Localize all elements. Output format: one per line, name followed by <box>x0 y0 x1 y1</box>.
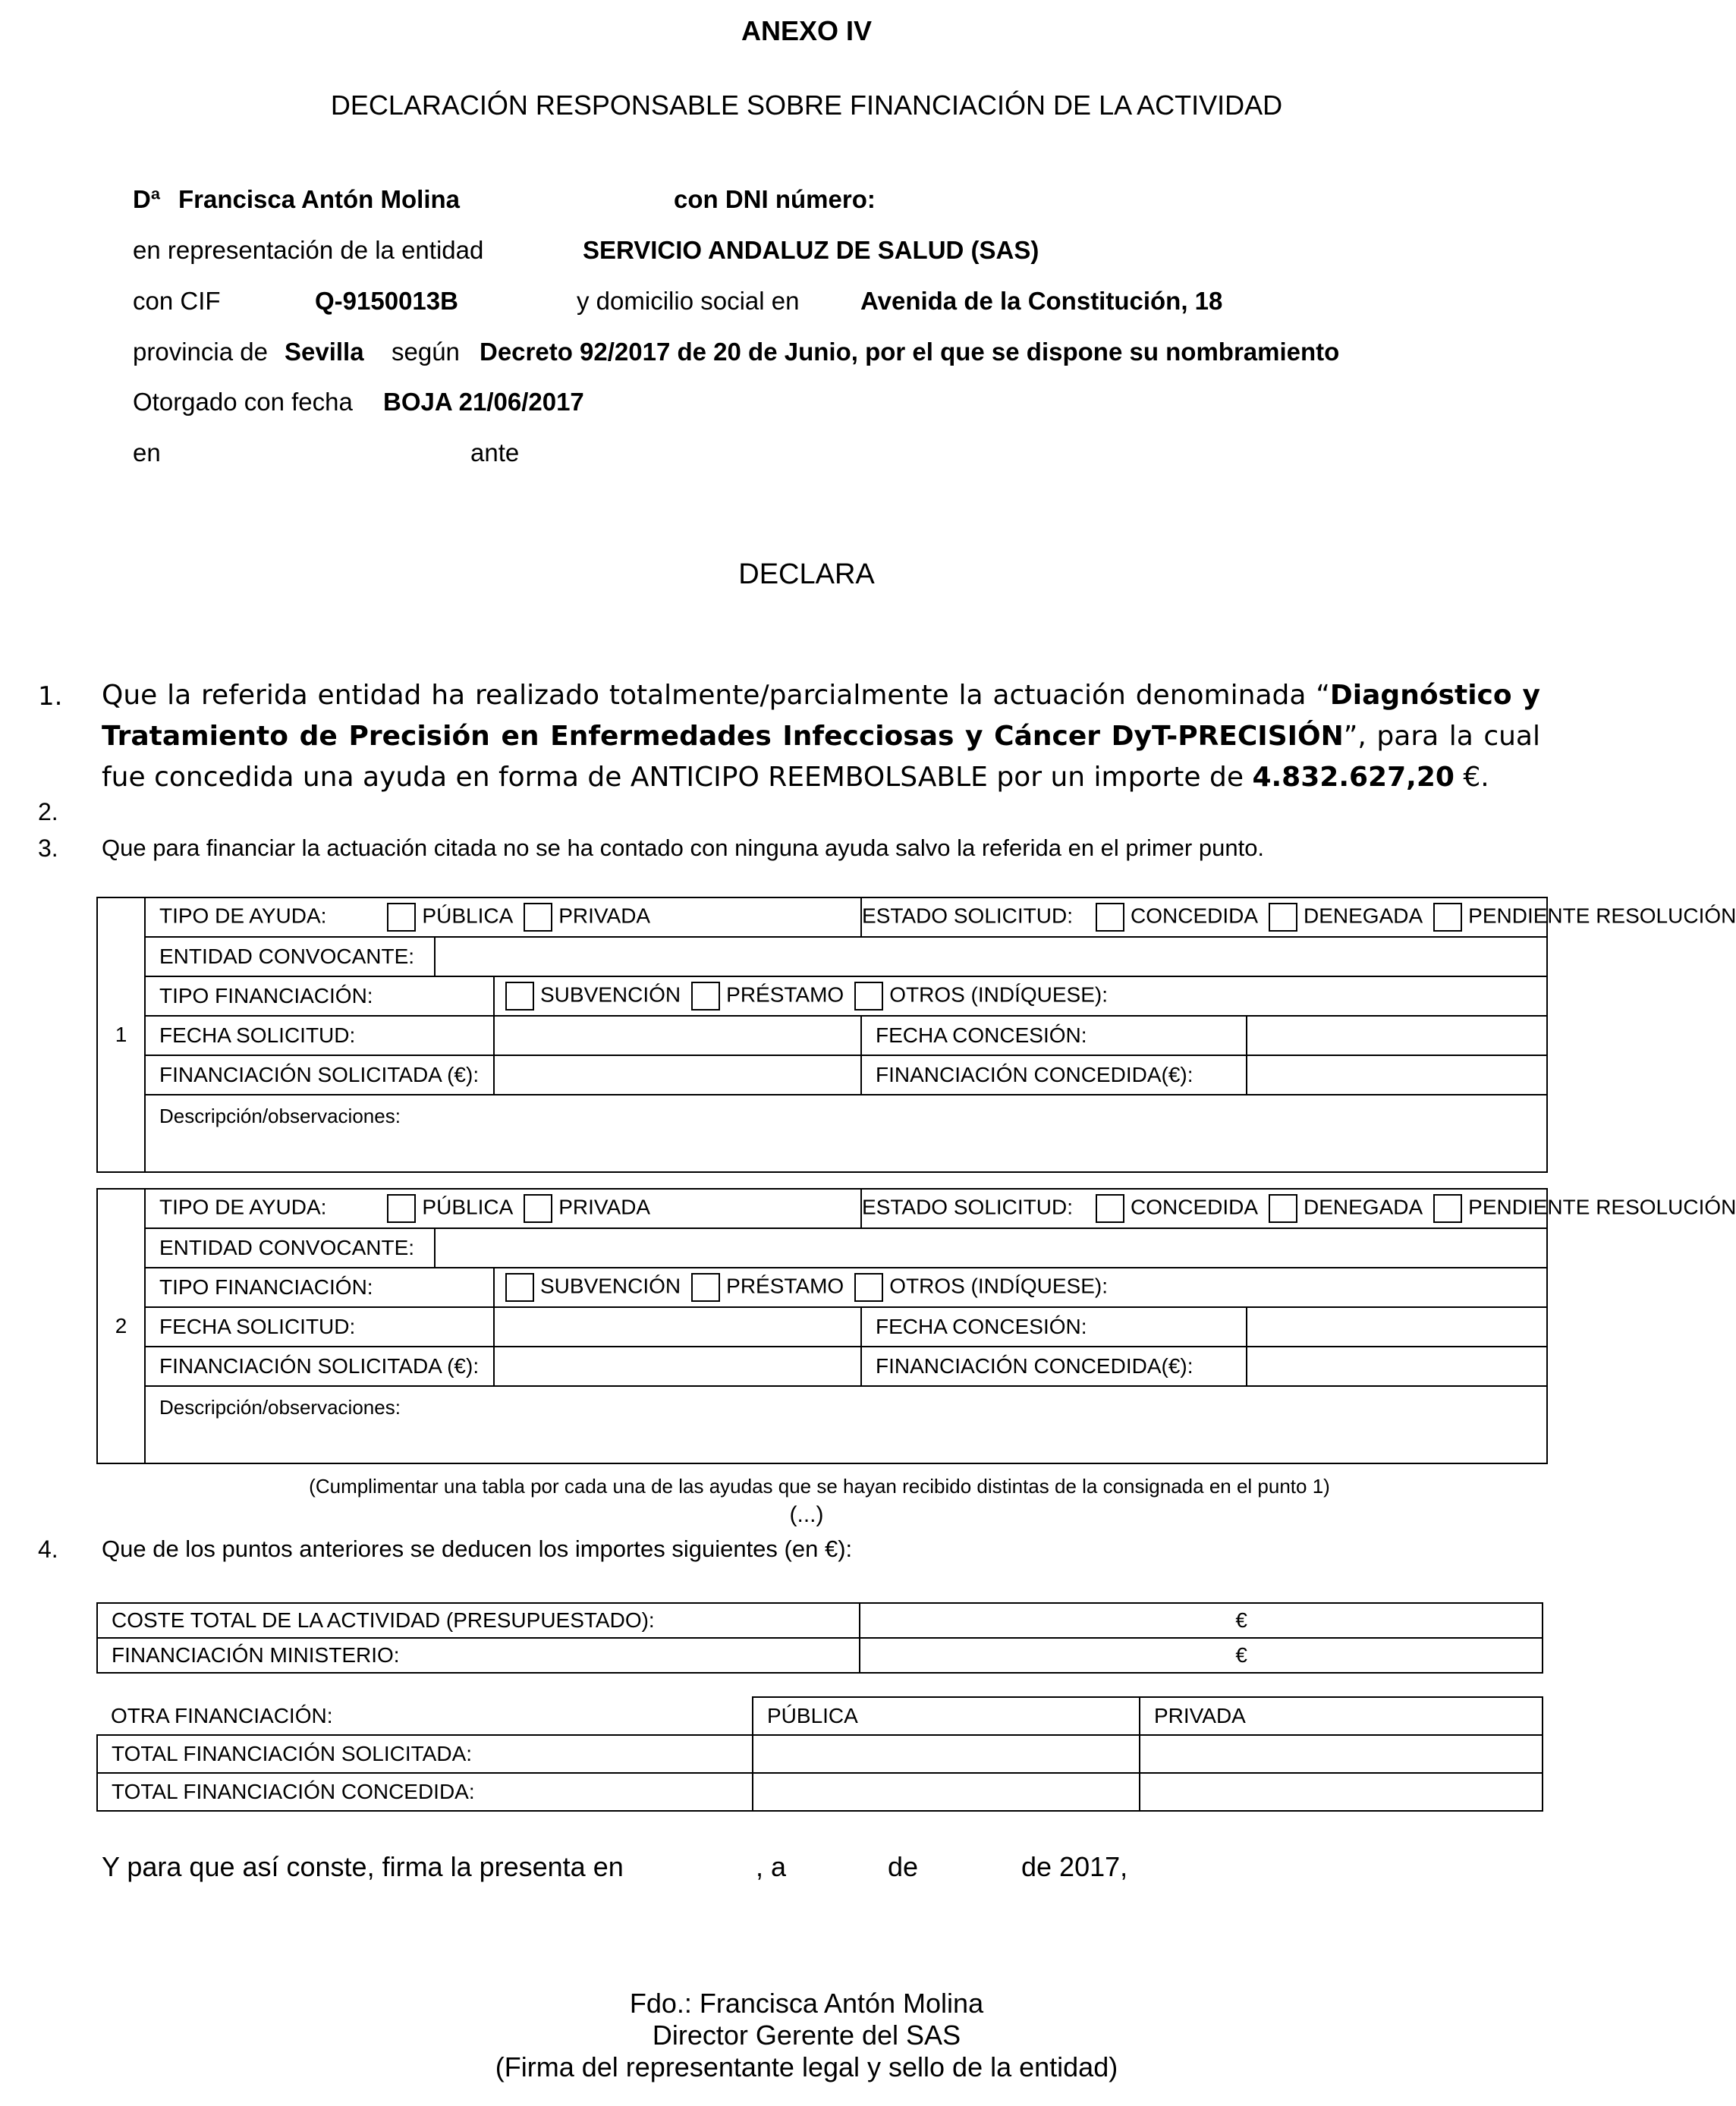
point-1-intro: Que la referida entidad ha realizado totalmente/parcialmente la actuación denominada “ <box>102 680 1330 711</box>
privada-checkbox[interactable] <box>524 1194 552 1223</box>
denegada-checkbox[interactable] <box>1269 903 1297 932</box>
otra-financiacion-label: OTRA FINANCIACIÓN: <box>97 1697 753 1735</box>
point-1-text <box>102 675 1540 798</box>
en-label: en <box>133 438 161 467</box>
denegada-label: DENEGADA <box>1304 904 1423 928</box>
tipo-ayuda-label: TIPO DE AYUDA: <box>159 904 327 928</box>
financiacion-concedida-label: FINANCIACIÓN CONCEDIDA(€): <box>861 1347 1247 1386</box>
ante-label: ante <box>470 438 520 467</box>
entidad-convocante-field[interactable] <box>435 937 1547 976</box>
estado-row <box>861 1189 1736 1228</box>
project-title: Diagnóstico y Tratamiento de Precisión en Enfermedades Infecciosas y Cáncer DyT-PRECISIÓN <box>102 680 1540 752</box>
descripcion-label: Descripción/observaciones: <box>159 1105 401 1127</box>
aid-table-2 <box>96 1188 1736 1464</box>
denegada-checkbox[interactable] <box>1269 1194 1297 1223</box>
advance-amount: 4.832.627,20 <box>1252 762 1455 793</box>
entidad-label: en representación de la entidad <box>133 236 484 264</box>
denegada-label: DENEGADA <box>1304 1195 1423 1219</box>
provincia-value: Sevilla <box>285 338 364 366</box>
financiacion-concedida-label: FINANCIACIÓN CONCEDIDA(€): <box>861 1055 1247 1095</box>
entidad-convocante-field[interactable] <box>435 1228 1547 1268</box>
otra-privada-header: PRIVADA <box>1140 1697 1543 1735</box>
prestamo-checkbox[interactable] <box>691 1273 720 1302</box>
aid-table-index: 1 <box>97 897 145 1172</box>
fecha-concesion-label: FECHA CONCESIÓN: <box>861 1307 1247 1347</box>
aid-table-index: 2 <box>97 1189 145 1463</box>
entidad-convocante-label: ENTIDAD CONVOCANTE: <box>145 937 435 976</box>
financiacion-solicitada-field[interactable] <box>494 1347 861 1386</box>
fecha-solicitud-field[interactable] <box>494 1016 861 1055</box>
financiacion-concedida-field[interactable] <box>1247 1055 1547 1095</box>
publica-label: PÚBLICA <box>422 904 514 928</box>
cif-value: Q-9150013B <box>315 287 458 315</box>
fecha-concesion-field[interactable] <box>1247 1016 1547 1055</box>
financiacion-solicitada-label: FINANCIACIÓN SOLICITADA (€): <box>145 1055 494 1095</box>
signature-note: (Firma del representante legal y sello de la entidad) <box>495 2051 1118 2082</box>
total-concedida-label: TOTAL FINANCIACIÓN CONCEDIDA: <box>97 1773 753 1811</box>
tipo-ayuda-row <box>145 897 861 937</box>
signature-name: Fdo.: Francisca Antón Molina <box>629 1988 984 2019</box>
total-concedida-privada-field[interactable] <box>1140 1773 1543 1811</box>
descripcion-field[interactable] <box>145 1095 1547 1172</box>
publica-label: PÚBLICA <box>422 1195 514 1219</box>
descripcion-label: Descripción/observaciones: <box>159 1396 401 1419</box>
otros-checkbox[interactable] <box>854 982 883 1011</box>
annex-title: ANEXO IV <box>741 15 873 46</box>
segun-value: Decreto 92/2017 de 20 de Junio, por el que se dispone su nombramiento <box>480 338 1340 366</box>
otra-publica-header: PÚBLICA <box>753 1697 1140 1735</box>
otra-financiacion-table <box>96 1696 1543 1812</box>
concedida-checkbox[interactable] <box>1096 903 1124 932</box>
point-2-number: 2. <box>38 798 58 825</box>
point-1-number: 1. <box>38 681 63 712</box>
total-concedida-publica-field[interactable] <box>753 1773 1140 1811</box>
prestamo-label: PRÉSTAMO <box>726 1274 844 1298</box>
tipo-financiacion-options <box>494 976 1547 1016</box>
provincia-label: provincia de <box>133 338 268 366</box>
tipo-ayuda-label: TIPO DE AYUDA: <box>159 1195 327 1219</box>
fecha-solicitud-field[interactable] <box>494 1307 861 1347</box>
pendiente-label: PENDIENTE RESOLUCIÓN <box>1468 1195 1736 1219</box>
signature-role: Director Gerente del SAS <box>652 2020 961 2051</box>
ellipsis: (...) <box>789 1502 824 1527</box>
pendiente-checkbox[interactable] <box>1433 903 1462 932</box>
otros-label: OTROS (INDÍQUESE): <box>889 1274 1109 1298</box>
fecha-solicitud-label: FECHA SOLICITUD: <box>145 1016 494 1055</box>
document-title: DECLARACIÓN RESPONSABLE SOBRE FINANCIACIÓN DE LA ACTIVIDAD <box>330 90 1283 121</box>
publica-checkbox[interactable] <box>387 1194 416 1223</box>
privada-label: PRIVADA <box>558 904 651 928</box>
coste-total-label: COSTE TOTAL DE LA ACTIVIDAD (PRESUPUESTADO): <box>97 1603 860 1638</box>
financiacion-solicitada-label: FINANCIACIÓN SOLICITADA (€): <box>145 1347 494 1386</box>
descripcion-field[interactable] <box>145 1386 1547 1463</box>
prestamo-label: PRÉSTAMO <box>726 982 844 1007</box>
estado-label: ESTADO SOLICITUD: <box>862 904 1073 928</box>
subvencion-checkbox[interactable] <box>505 1273 534 1302</box>
tipo-ayuda-row <box>145 1189 861 1228</box>
total-solicitada-privada-field[interactable] <box>1140 1735 1543 1773</box>
domicilio-label: y domicilio social en <box>577 287 800 315</box>
total-solicitada-label: TOTAL FINANCIACIÓN SOLICITADA: <box>97 1735 753 1773</box>
closing-a: , a <box>756 1851 787 1882</box>
otorgado-value: BOJA 21/06/2017 <box>383 388 584 416</box>
coste-total-field[interactable] <box>860 1603 1543 1638</box>
publica-checkbox[interactable] <box>387 903 416 932</box>
domicilio-value: Avenida de la Constitución, 18 <box>860 287 1223 315</box>
point-4-text: Que de los puntos anteriores se deducen los importes siguientes (en €): <box>102 1535 853 1562</box>
entidad-value: SERVICIO ANDALUZ DE SALUD (SAS) <box>583 236 1039 264</box>
financiacion-ministerio-label: FINANCIACIÓN MINISTERIO: <box>97 1638 860 1673</box>
concedida-label: CONCEDIDA <box>1131 1195 1259 1219</box>
tipo-financiacion-label: TIPO FINANCIACIÓN: <box>145 976 494 1016</box>
pendiente-label: PENDIENTE RESOLUCIÓN <box>1468 904 1736 928</box>
estado-row <box>861 897 1736 937</box>
table-note: (Cumplimentar una tabla por cada una de las ayudas que se hayan recibido distintas de la consignada en el punto 1) <box>309 1475 1330 1498</box>
pendiente-checkbox[interactable] <box>1433 1194 1462 1223</box>
privada-checkbox[interactable] <box>524 903 552 932</box>
concedida-checkbox[interactable] <box>1096 1194 1124 1223</box>
point-3-number: 3. <box>38 835 58 862</box>
subvencion-label: SUBVENCIÓN <box>540 1274 681 1298</box>
closing-firma: Y para que así conste, firma la presenta en <box>102 1851 624 1882</box>
tipo-financiacion-options <box>494 1268 1547 1307</box>
concedida-label: CONCEDIDA <box>1131 904 1259 928</box>
name-prefix: Dª <box>133 185 161 213</box>
declara-heading: DECLARA <box>738 558 875 590</box>
fecha-concesion-label: FECHA CONCESIÓN: <box>861 1016 1247 1055</box>
privada-label: PRIVADA <box>558 1195 651 1219</box>
euro-symbol: € <box>1235 1643 1247 1667</box>
euro-symbol: € <box>1235 1608 1247 1632</box>
closing-de-2: de 2017, <box>1021 1851 1128 1882</box>
total-solicitada-publica-field[interactable] <box>753 1735 1140 1773</box>
financiacion-ministerio-field[interactable] <box>860 1638 1543 1673</box>
dni-label: con DNI número: <box>674 185 876 213</box>
otros-checkbox[interactable] <box>854 1273 883 1302</box>
estado-label: ESTADO SOLICITUD: <box>862 1195 1073 1219</box>
fecha-concesion-field[interactable] <box>1247 1307 1547 1347</box>
point-4-number: 4. <box>38 1535 58 1563</box>
totals-table <box>96 1602 1543 1674</box>
financiacion-concedida-field[interactable] <box>1247 1347 1547 1386</box>
financiacion-solicitada-field[interactable] <box>494 1055 861 1095</box>
entidad-convocante-label: ENTIDAD CONVOCANTE: <box>145 1228 435 1268</box>
cif-label: con CIF <box>133 287 221 315</box>
tipo-financiacion-label: TIPO FINANCIACIÓN: <box>145 1268 494 1307</box>
subvencion-checkbox[interactable] <box>505 982 534 1011</box>
fecha-solicitud-label: FECHA SOLICITUD: <box>145 1307 494 1347</box>
point-3-text: Que para financiar la actuación citada no se ha contado con ninguna ayuda salvo la referida en el primer punto. <box>102 835 1265 861</box>
point-1-middle: ”, para la cual fue concedida una ayuda en forma de ANTICIPO REEMBOLSABLE por un importe de <box>102 721 1540 793</box>
closing-de-1: de <box>888 1851 919 1882</box>
subvencion-label: SUBVENCIÓN <box>540 982 681 1007</box>
prestamo-checkbox[interactable] <box>691 982 720 1011</box>
otorgado-label: Otorgado con fecha <box>133 388 353 416</box>
otros-label: OTROS (INDÍQUESE): <box>889 982 1109 1007</box>
point-1-end: €. <box>1454 762 1489 793</box>
segun-label: según <box>392 338 460 366</box>
declarant-name: Francisca Antón Molina <box>178 185 460 213</box>
aid-table-1 <box>96 897 1736 1173</box>
